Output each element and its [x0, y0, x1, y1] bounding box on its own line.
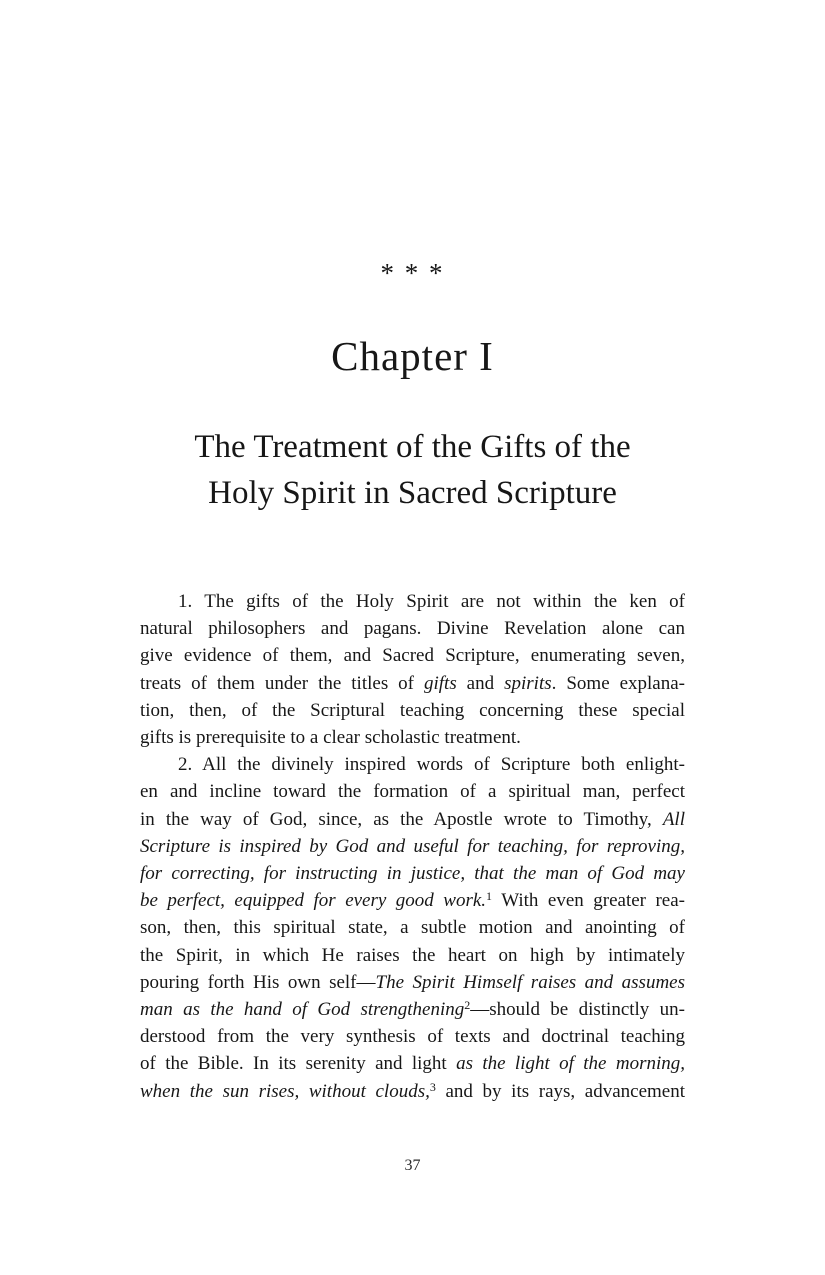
text-line — [140, 806, 685, 833]
footnote-marker: 3 — [429, 1079, 436, 1094]
body-text-segment: . Some explana- — [551, 672, 685, 694]
body-text-segment: pouring forth His own self— — [140, 971, 376, 993]
body-text-segment: give evidence of them, and Sacred Scripture, enumerating seven, — [140, 645, 685, 667]
body-text-segment: en and incline toward the formation of a spiritual man, perfect — [140, 781, 685, 803]
body-text-segment: gifts is prerequisite to a clear scholastic treatment. — [140, 727, 521, 749]
body-text-segment: in the way of God, since, as the Apostle wrote to Timothy, — [140, 808, 663, 830]
text-line — [140, 697, 685, 724]
italic-text: All — [662, 808, 685, 830]
body-text-segment: tion, then, of the Scriptural teaching concerning these special — [140, 699, 685, 721]
text-line — [140, 996, 685, 1023]
text-line — [140, 751, 685, 778]
body-text-segment: derstood from the very synthesis of texts and doctrinal teaching — [140, 1026, 685, 1048]
text-line — [140, 642, 685, 669]
section-break-ornament: * * * — [380, 258, 445, 288]
italic-text: Scripture is inspired by God and useful for teaching, for reproving, — [140, 835, 685, 857]
text-line — [140, 670, 685, 697]
text-line — [140, 969, 685, 996]
italic-text: spirits — [504, 672, 552, 694]
body-text — [140, 588, 685, 1105]
footnote-marker: 2 — [464, 998, 471, 1013]
text-line — [140, 1050, 685, 1077]
text-line — [140, 615, 685, 642]
page-number: 37 — [404, 1157, 421, 1174]
footnote-marker: 1 — [486, 889, 493, 904]
body-text-segment: and by its rays, advancement — [435, 1080, 685, 1102]
chapter-title-line2: Holy Spirit in Sacred Scripture — [208, 475, 617, 511]
italic-text: for correcting, for instructing in justice, that the man of God may — [140, 863, 685, 885]
text-line — [140, 1078, 685, 1105]
italic-text: man as the hand of God strengthening — [140, 999, 465, 1021]
italic-text: be perfect, equipped for every good work. — [140, 890, 487, 912]
text-line — [140, 860, 685, 887]
text-line — [140, 914, 685, 941]
body-text-segment: the Spirit, in which He raises the heart on high by intimately — [140, 944, 685, 966]
text-line — [140, 942, 685, 969]
text-line — [140, 887, 685, 914]
text-line — [140, 833, 685, 860]
chapter-heading: Chapter I — [331, 333, 494, 379]
italic-text: as the light of the morning, — [456, 1053, 686, 1075]
body-text-segment: 2. All the divinely inspired words of Scripture both enlight- — [178, 754, 685, 776]
body-text-segment: With even greater rea- — [492, 890, 685, 912]
body-text-segment: and — [456, 672, 505, 694]
chapter-title — [0, 424, 825, 516]
body-text-segment: natural philosophers and pagans. Divine Revelation alone can — [140, 618, 685, 640]
italic-text: The Spirit Himself raises and assumes — [375, 971, 685, 993]
text-line — [140, 724, 685, 751]
italic-text: gifts — [423, 672, 457, 694]
text-line — [140, 588, 685, 615]
text-line — [140, 778, 685, 805]
body-text-segment: —should be distinctly un- — [470, 999, 685, 1021]
body-text-segment: of the Bible. In its serenity and light — [140, 1053, 457, 1075]
italic-text: when the sun rises, without clouds, — [140, 1080, 430, 1102]
text-line — [140, 1023, 685, 1050]
body-text-segment: treats of them under the titles of — [140, 672, 424, 694]
body-text-segment: son, then, this spiritual state, a subtle motion and anointing of — [140, 917, 685, 939]
body-text-segment: 1. The gifts of the Holy Spirit are not within the ken of — [178, 591, 685, 612]
chapter-title-line1: The Treatment of the Gifts of the — [194, 429, 631, 465]
